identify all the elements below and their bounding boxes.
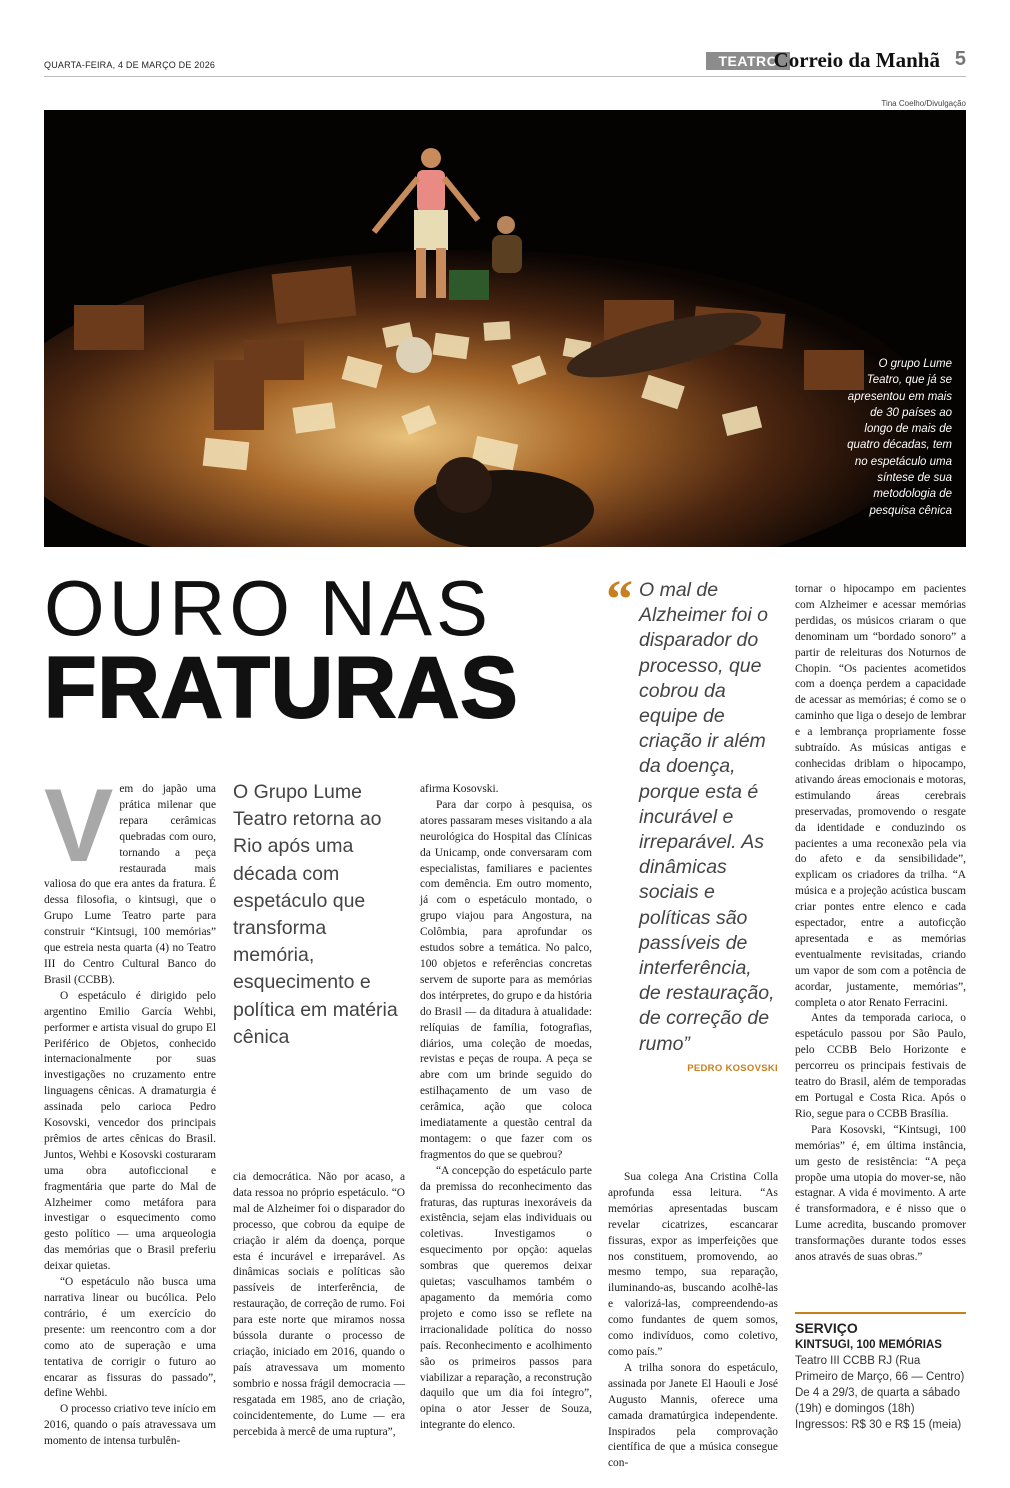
paragraph: A trilha sonora do espetáculo, assinada por Janete El Haouli e José Augusto Mannis, oferece uma camada dramatúrgica independente. Inspirados pela comprovação científica de que a música consegue con-	[608, 1361, 778, 1470]
servico-venue: Teatro III CCBB RJ (Rua Primeiro de Março, 66 — Centro)	[795, 1355, 965, 1383]
page-number: 5	[954, 48, 966, 70]
article-column-2	[233, 1170, 405, 1440]
paragraph: Para dar corpo à pesquisa, os atores passaram meses visitando a ala neurológica do Hospital das Clínicas da Unicamp, onde conversaram com especialistas, familiares e pacientes com demência. Em outro momento, já com o espetáculo montado, o grupo viajou para Angostura, na Colômbia, para aprofundar os estudos sobre a temática. No palco, 100 objetos e referências concretas servem de suporte para as memórias dos intérpretes, do grupo e da história do Brasil — da ditadura à atualidade: relíquias de família, fotografias, diários, uma coleção de moedas, revistas e peças de roupa. A peça se abre com um brinde seguido do estilhaçamento de um vaso de cerâmica, ação que coloca imediatamente a questão central da montagem: o que fazer com os fragmentos do que se quebrou?	[420, 798, 592, 1161]
paragraph: afirma Kosovski.	[420, 783, 499, 795]
headline-line-1: OURO NAS	[44, 564, 493, 652]
stage-photo	[44, 110, 966, 547]
paragraph: O espetáculo é dirigido pelo argentino Emilio García Wehbi, performer e artista visual do grupo El Periférico de Objetos, conhecido internacionalmente por suas investigações no cruzamento entre linguagens cênicas. A dramaturgia é assinada pelo carioca Pedro Kosovski, vencedor dos principais prêmios de artes cênicas do Brasil. Juntos, Wehbi e Kosovski costuraram uma obra autoficcional e fragmentária que parte do Mal de Alzheimer como metáfora para investigar o esquecimento como gesto político — uma arqueologia das memórias que o Brasil preferiu deixar quietas.	[44, 989, 216, 1273]
article-column-4	[608, 1170, 778, 1472]
servico-show-name: KINTSUGI, 100 MEMÓRIAS	[795, 1339, 942, 1351]
servico-box	[795, 1312, 966, 1433]
paragraph: Para Kosovski, “Kintsugi, 100 memórias” é, em última instância, um gesto de resistência: “A peça propõe uma utopia do mover-se, não estagnar. A vida é movimento. A arte é transformadora, e é nisso que o Lume acredita, buscando promover transformações durante todos esses anos através de suas obras.”	[795, 1123, 966, 1264]
drop-cap: V	[44, 768, 114, 884]
pull-quote-attribution: PEDRO KOSOVSKI	[687, 1062, 778, 1074]
paragraph: cia democrática. Não por acaso, a data ressoa no próprio espetáculo. “O mal de Alzheimer foi o disparador do processo, que cobrou da equipe de criação ir além da doença, porque esta é incurável e irreparável. As dinâmicas sociais e políticas são passíveis de interferência, de restauração, de correção de rumo. Foi para este norte que miramos nossa bússola durante o processo de criação, iniciado em 2016, quando o país atravessava um momento sombrio e nossa frágil democracia — resgatada em 1985, ano de criação, coincidentemente, do Lume — era percebida à mercê de uma ruptura”,	[233, 1171, 405, 1438]
paragraph: O processo criativo teve início em 2016, quando o país atravessava um momento de intensa turbulên-	[44, 1403, 216, 1448]
paragraph: tornar o hipocampo em pacientes com Alzheimer e acessar memórias perdidas, os músicos criaram o que denominam um “bordado sonoro” a partir de releituras dos Noturnos de Chopin. “Os pacientes acometidos com a doença perdem a capacidade de acessar as memórias; é como se o caminho que liga o desejo de lembrar e a lembrança propriamente fosse subtraído. As músicas antigas e conhecidas driblam o hipocampo, ativando áreas emocionais e motoras, estimulando áreas cerebrais preservadas, promovendo o resgate da identidade e conduzindo os pacientes a uma reconexão pela via do afeto e da sensibilidade”, explicam os criadores da trilha. “A música e a projeção acústica buscam criar pontes entre elenco e cada espectador, entre a autoficção apresentada e as memórias eventualmente revisitadas, criando um vapor de som com a potência de acordar, justamente, memórias”, completa o ator Renato Ferracini.	[795, 583, 966, 1009]
newspaper-name: Correio da Manhã	[773, 48, 940, 72]
article-column-5	[795, 582, 966, 1266]
quote-mark-icon: “	[606, 569, 633, 629]
issue-date: QUARTA-FEIRA, 4 DE MARÇO DE 2026	[44, 60, 216, 70]
stage-illustration	[44, 110, 966, 547]
paragraph: Vem do japão uma prática milenar que repara cerâmicas quebradas com ouro, tornando a peça restaurada mais valiosa do que era antes da fratura. É dessa filosofia, o kintsugi, que o Grupo Lume Teatro parte para construir “Kintsugi, 100 memórias” que estreia nesta quarta (4) no Teatro III do Centro Cultural Banco do Brasil (CCBB).	[44, 768, 216, 986]
pull-quote	[606, 569, 778, 1074]
paragraph: “O espetáculo não busca uma narrativa linear ou bucólica. Pelo contrário, é um exercício do presente: um reencontro com a dor como ato de superação e uma tentativa de corrigir o futuro ao encarar as fissuras do passado”, define Wehbi.	[44, 1276, 216, 1400]
paragraph: “A concepção do espetáculo parte da premissa do reconhecimento das fraturas, das rupturas inexoráveis da existência, sejam elas individuais ou coletivas. Investigamos o esquecimento por opção: aquelas sombras que queremos deixar quietas; vasculhamos também o apagamento da memória como projeto e como isso se reflete na irracionalidade política do nosso país. Reconhecimento e acolhimento são os primeiros passos para viabilizar a reparação, a reconstrução daquilo que um dia foi íntegro”, opina o ator Jesser de Souza, integrante do elenco.	[420, 1164, 592, 1432]
pull-quote-text: O mal de Alzheimer foi o disparador do processo, que cobrou da equipe de criação ir além da doença, porque esta é incurável e irreparável. As dinâmicas sociais e políticas são passíveis de interferência, de restauração, de correção de rumo”	[639, 579, 775, 1055]
article-column-1	[44, 768, 216, 1450]
paragraph: Sua colega Ana Cristina Colla aprofunda essa leitura. “As memórias apresentadas buscam revelar cicatrizes, escancarar fissuras, expor as imperfeições que nos constituem, promovendo, ao mesmo tempo, sua reparação, iluminando-as, buscando acolhê-las e valorizá-las, compreendendo-as como fundantes de quem somos, como indivíduos, como coletivo, como país.”	[608, 1171, 778, 1358]
photo-credit: Tina Coelho/Divulgação	[881, 99, 966, 108]
article-column-3	[420, 782, 592, 1434]
header-rule	[44, 76, 966, 77]
headline	[44, 564, 604, 736]
servico-dates: De 4 a 29/3, de quarta a sábado (19h) e domingos (18h)	[795, 1387, 960, 1415]
paragraph: Antes da temporada carioca, o espetáculo passou por São Paulo, pelo CCBB Belo Horizonte e percorreu os principais festivais de teatro do Brasil, além de temporadas em Portugal e Costa Rica. Após o Rio, segue para o CCBB Brasília.	[795, 1012, 966, 1120]
headline-line-2: FRATURAS	[44, 640, 519, 736]
section-label: TEATRO	[706, 52, 790, 70]
article-deck: O Grupo Lume Teatro retorna ao Rio após uma década com espetáculo que transforma memória, esquecimento e política em matéria cênica	[233, 781, 398, 1048]
servico-title: SERVIÇO	[795, 1320, 858, 1336]
photo-caption: O grupo Lume Teatro, que já se apresentou em mais de 30 países ao longo de mais de quatro décadas, tem no espetáculo uma síntese de sua metodologia de pesquisa cênica	[847, 358, 952, 517]
servico-tickets: Ingressos: R$ 30 e R$ 15 (meia)	[795, 1419, 962, 1431]
masthead	[44, 48, 966, 74]
